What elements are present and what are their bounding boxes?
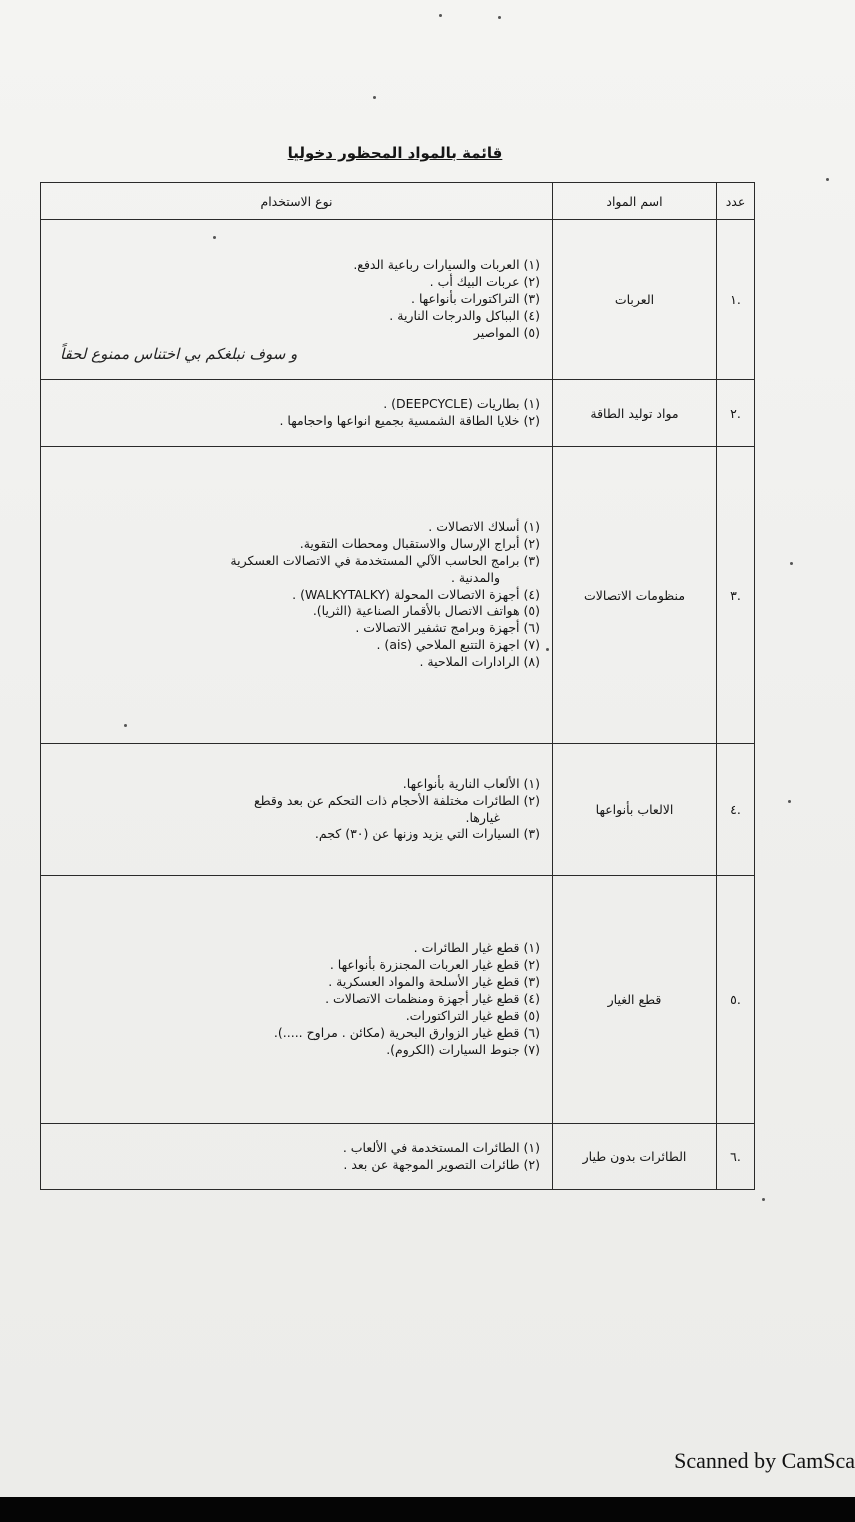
use-item: (٥) هواتف الاتصال بالأقمار الصناعية (الثريا).	[312, 603, 540, 619]
use-item-continuation: غيارها.	[465, 809, 500, 825]
use-item: (٧) اجهزة التتبع الملاحي (ais) .	[376, 637, 540, 653]
header-usage: نوع الاستخدام	[41, 183, 553, 220]
use-item: (٥) قطع غيار التراكتورات.	[405, 1007, 540, 1023]
use-item: (٣) قطع غيار الأسلحة والمواد العسكرية .	[328, 974, 540, 990]
table-header-row	[41, 183, 755, 220]
row-name: العربات	[553, 220, 717, 380]
row-uses	[41, 744, 553, 876]
use-item: (١) الألعاب النارية بأنواعها.	[402, 775, 540, 791]
handwritten-note: و سوف نبلغكم بي اختناس ممنوع لحقاً	[60, 345, 298, 363]
use-item: (٦) أجهزة وبرامج تشفير الاتصالات .	[355, 620, 540, 636]
scan-speck	[788, 800, 791, 803]
use-item: (٤) البباكل والدرجات النارية .	[389, 307, 540, 323]
use-item: (٤) قطع غيار أجهزة ومنظمات الاتصالات .	[325, 991, 540, 1007]
row-uses	[41, 380, 553, 447]
row-name: مواد توليد الطاقة	[553, 380, 717, 447]
scan-speck	[762, 1198, 765, 1201]
table-row	[41, 744, 755, 876]
row-number: .٣	[717, 447, 755, 744]
table-row	[41, 876, 755, 1124]
use-item: (٧) جنوط السيارات (الكروم).	[386, 1041, 540, 1057]
use-item: (٢) عربات البيك أب .	[429, 274, 540, 290]
scanner-watermark: Scanned by CamSca	[674, 1448, 855, 1473]
scan-speck	[498, 16, 501, 19]
table-row	[41, 447, 755, 744]
row-number: .٢	[717, 380, 755, 447]
row-name: الالعاب بأنواعها	[553, 744, 717, 876]
use-item: (١) بطاريات (DEEPCYCLE) .	[383, 396, 540, 412]
row-number: .٤	[717, 744, 755, 876]
table-row	[41, 380, 755, 447]
use-item: (١) الطائرات المستخدمة في الألعاب .	[342, 1139, 540, 1155]
row-number: .٦	[717, 1124, 755, 1190]
use-item: (٢) الطائرات مختلفة الأحجام ذات التحكم عن بعد وقطع	[254, 792, 540, 808]
use-item: (٢) قطع غيار العربات المجنزرة بأنواعها .	[329, 957, 540, 973]
use-item: (٣) السيارات التي يزيد وزنها عن (٣٠) كجم.	[314, 826, 540, 842]
use-item: (٥) المواصير	[473, 324, 540, 340]
use-item: (٤) أجهزة الاتصالات المحولة (WALKYTALKY) .	[292, 586, 540, 602]
scan-speck	[826, 178, 829, 181]
bottom-black-bar	[0, 1497, 855, 1522]
scan-speck	[373, 96, 376, 99]
use-item: (٢) طائرات التصوير الموجهة عن بعد .	[343, 1156, 540, 1172]
row-uses	[41, 1124, 553, 1190]
use-item: (٣) التراكتورات بأنواعها .	[411, 291, 540, 307]
use-item: (٣) برامج الحاسب الآلي المستخدمة في الاتصالات العسكرية	[230, 552, 540, 568]
use-item: (٢) خلايا الطاقة الشمسية بجميع انواعها واحجامها .	[279, 413, 540, 428]
row-name: منظومات الاتصالات	[553, 447, 717, 744]
use-item: (٨) الرادارات الملاحية .	[419, 654, 540, 670]
use-item: (١) قطع غيار الطائرات .	[413, 940, 540, 956]
row-number: .٥	[717, 876, 755, 1124]
use-item: (١) العربات والسيارات رباعية الدفع.	[353, 257, 540, 273]
use-item: (٢) أبراج الإرسال والاستقبال ومحطات التقوية.	[299, 535, 540, 551]
row-uses	[41, 876, 553, 1124]
header-name: اسم المواد	[553, 183, 717, 220]
row-number: .١	[717, 220, 755, 380]
row-uses	[41, 447, 553, 744]
row-name: قطع الغيار	[553, 876, 717, 1124]
use-item: (٦) قطع غيار الزوارق البحرية (مكائن . مراوح .....).	[273, 1024, 540, 1040]
row-name: الطائرات بدون طيار	[553, 1124, 717, 1190]
header-number: عدد	[717, 183, 755, 220]
document-title: قائمة بالمواد المحظور دخوليا	[287, 144, 503, 162]
scan-speck	[790, 562, 793, 565]
table-row	[41, 1124, 755, 1190]
use-item: (١) أسلاك الاتصالات .	[428, 519, 540, 535]
prohibited-items-table	[40, 182, 755, 1190]
scan-speck	[439, 14, 442, 17]
use-item-continuation: والمدنية .	[450, 569, 500, 585]
